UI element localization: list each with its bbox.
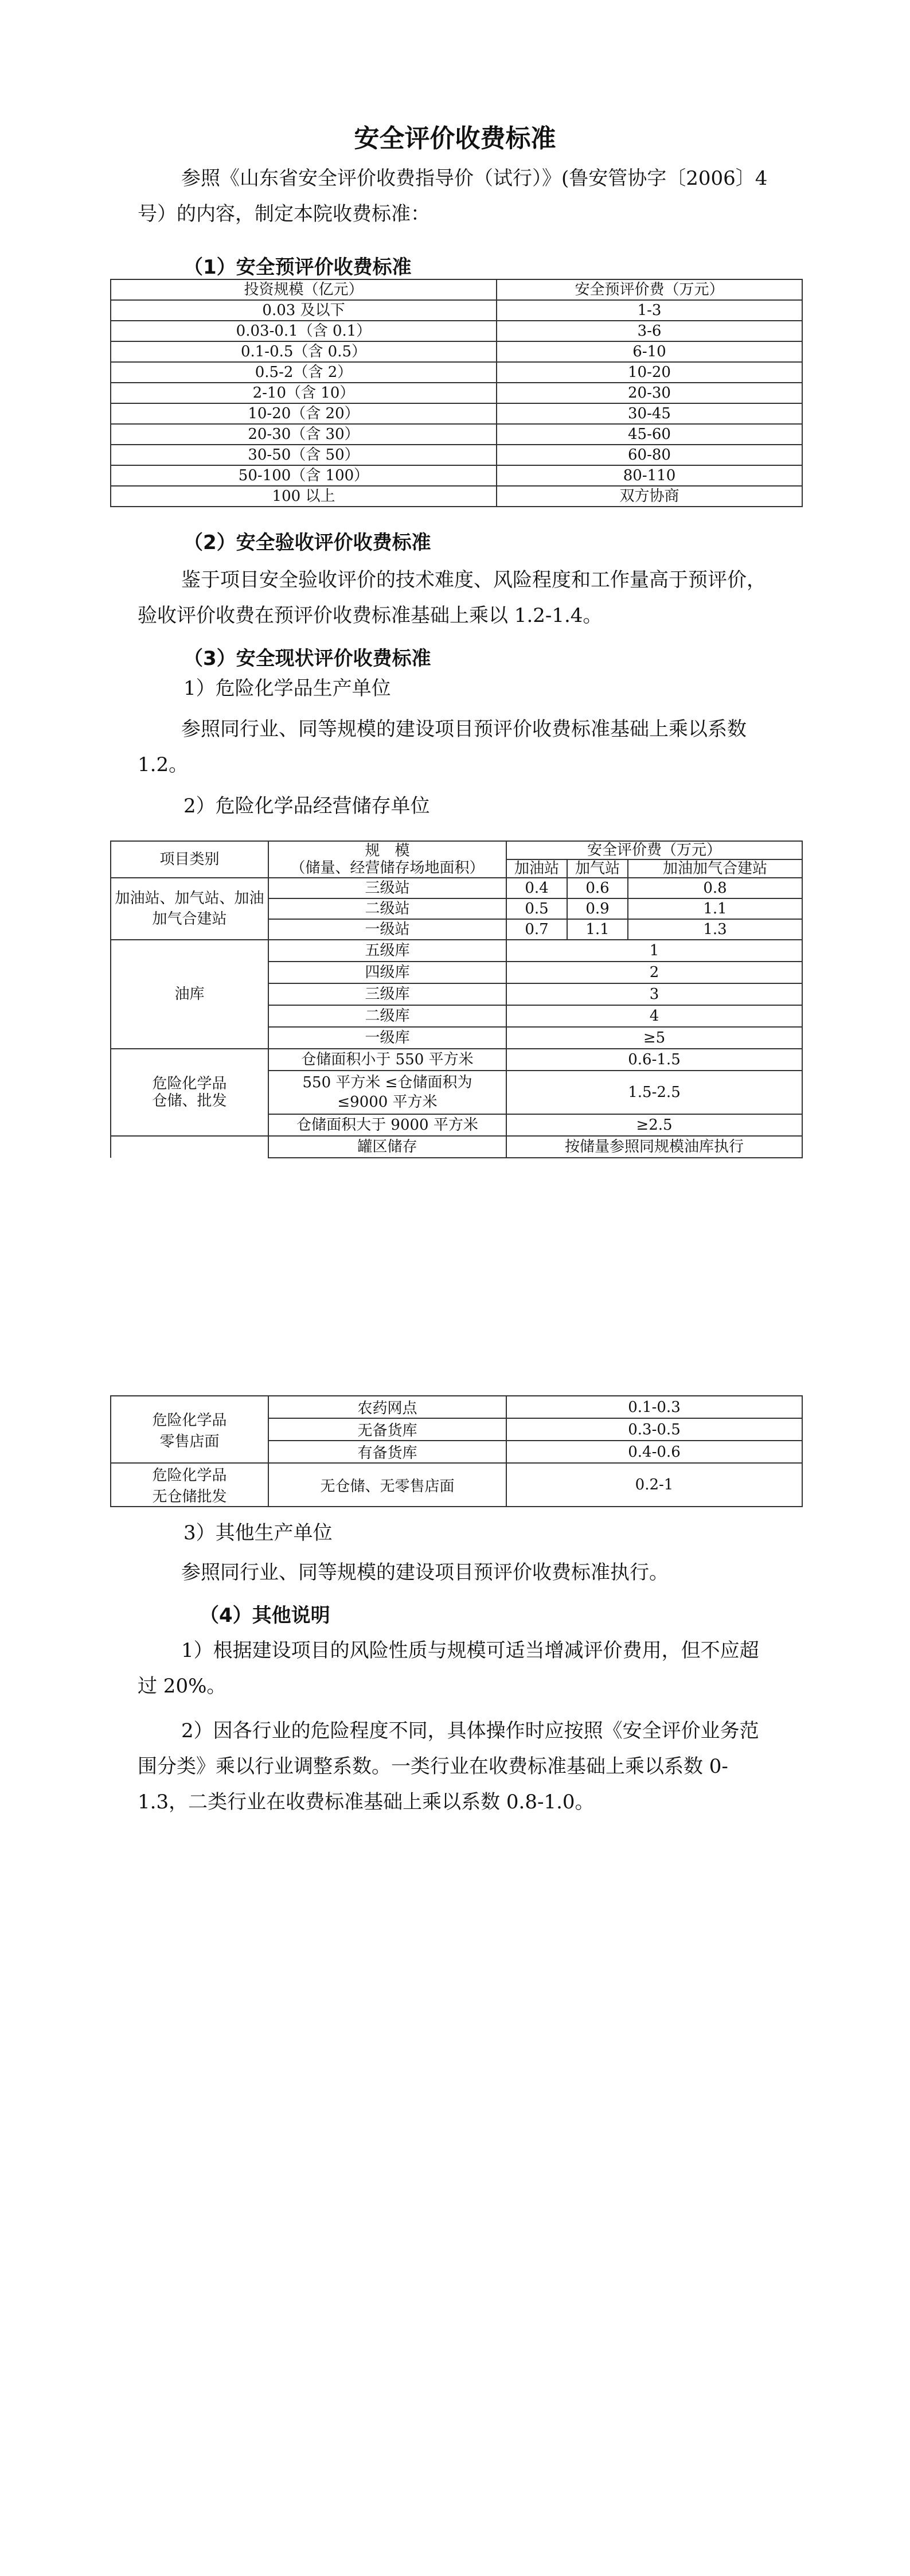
table-cell: 仓储面积大于 9000 平方米: [268, 1114, 506, 1136]
table-cell: 10-20（含 20）: [111, 403, 497, 424]
table-row: [111, 403, 802, 424]
header-cell: 加油加气合建站: [628, 859, 802, 878]
table-cell: 2: [506, 962, 802, 983]
table-cell: 无仓储、无零售店面: [268, 1463, 506, 1507]
category-line-1: 危险化学品: [152, 1411, 227, 1429]
category-line-2: 无仓储批发: [152, 1488, 227, 1505]
section-3-item-1: 1）危险化学品生产单位: [183, 677, 391, 700]
table-cell: 0.4: [506, 878, 567, 898]
table-cell: 三级库: [268, 983, 506, 1005]
table-cell: 1.5-2.5: [506, 1071, 802, 1114]
section-2-heading: （2）安全验收评价收费标准: [183, 531, 431, 554]
section-2-paragraph: 鉴于项目安全验收评价的技术难度、风险程度和工作量高于预评价，验收评价收费在预评价收费标准基础上乘以 1.2-1.4。: [138, 569, 766, 627]
category-line-2: 零售店面: [159, 1433, 220, 1450]
table-cell: 0.8: [628, 878, 802, 898]
table-cell: 罐区储存: [268, 1136, 506, 1158]
pre-evaluation-fee-table: [110, 279, 803, 507]
table-cell: 四级库: [268, 962, 506, 983]
table-row: [111, 1463, 802, 1507]
table-cell: 1.1: [628, 898, 802, 919]
category-cell: [111, 1049, 268, 1136]
header-scale-line-1: 规 模: [365, 842, 410, 859]
header-cell: 投资规模（亿元）: [111, 279, 497, 300]
table-row: [111, 445, 802, 465]
table-cell: 0.4-0.6: [506, 1441, 802, 1463]
table-row: [111, 465, 802, 486]
table-row: [111, 300, 802, 321]
header-cell: 项目类别: [111, 841, 268, 878]
category-line-1: 危险化学品: [152, 1075, 227, 1092]
category-line-1: 危险化学品: [152, 1467, 227, 1484]
table-cell: 二级站: [268, 898, 506, 919]
table-cell: 45-60: [497, 424, 802, 445]
table-cell: 0.7: [506, 919, 567, 940]
header-scale-line-2: （储量、经营储存场地面积）: [290, 859, 485, 877]
table-row: [111, 424, 802, 445]
table-cell: 30-50（含 50）: [111, 445, 497, 465]
table-row: [111, 362, 802, 383]
table-cell: 4: [506, 1005, 802, 1027]
table-cell: 100 以上: [111, 486, 497, 507]
table-cell: 1: [506, 940, 802, 962]
table-cell: 0.9: [567, 898, 628, 919]
table-cell: 1.1: [567, 919, 628, 940]
table-cell: 0.5-2（含 2）: [111, 362, 497, 383]
category-cell: 加油站、加气站、加油加气合建站: [111, 878, 268, 940]
table-cell: ≥5: [506, 1027, 802, 1049]
table-cell: 0.1-0.5（含 0.5）: [111, 341, 497, 362]
table-row: [111, 1136, 802, 1158]
section-3-heading: （3）安全现状评价收费标准: [183, 647, 431, 670]
table-cell: 仓储面积小于 550 平方米: [268, 1049, 506, 1071]
category-cell: 油库: [111, 940, 268, 1049]
table-cell: 0.1-0.3: [506, 1396, 802, 1418]
table-cell: ≥2.5: [506, 1114, 802, 1136]
intro-paragraph: 参照《山东省安全评价收费指导价（试行）》(鲁安管协字〔2006〕4 号）的内容，制定本院收费标准：: [138, 167, 768, 225]
category-line-2: 仓储、批发: [152, 1092, 227, 1110]
table-row: [111, 1049, 802, 1071]
table-cell: 80-110: [497, 465, 802, 486]
table-row: [111, 486, 802, 507]
section-3-item-3-text: 参照同行业、同等规模的建设项目预评价收费标准执行。: [181, 1561, 669, 1584]
table-cell: 无备货库: [268, 1418, 506, 1441]
table-cell: 五级库: [268, 940, 506, 962]
table-cell: 3: [506, 983, 802, 1005]
table-cell: 0.03-0.1（含 0.1）: [111, 321, 497, 341]
table-header-row: [111, 841, 802, 859]
table-cell: 有备货库: [268, 1441, 506, 1463]
table-row: [111, 321, 802, 341]
table-cell: 3-6: [497, 321, 802, 341]
page-title: 安全评价收费标准: [354, 124, 556, 153]
table-cell: 1.3: [628, 919, 802, 940]
table-cell: 双方协商: [497, 486, 802, 507]
table-cell: 三级站: [268, 878, 506, 898]
table-cell: 50-100（含 100）: [111, 465, 497, 486]
storage-unit-fee-table: [110, 840, 803, 1158]
table-row: [111, 383, 802, 403]
category-cell: [111, 1463, 268, 1507]
retail-fee-table: [110, 1395, 803, 1507]
table-cell: 60-80: [497, 445, 802, 465]
header-cell: 加气站: [567, 859, 628, 878]
section-3-item-1-text: 参照同行业、同等规模的建设项目预评价收费标准基础上乘以系数 1.2。: [138, 718, 747, 776]
blank-cell: [111, 1136, 268, 1158]
table-cell: 6-10: [497, 341, 802, 362]
table-header-row: [111, 279, 802, 300]
table-cell: 0.03 及以下: [111, 300, 497, 321]
table-row: [111, 1396, 802, 1418]
table-cell: 20-30（含 30）: [111, 424, 497, 445]
header-cell: 安全预评价费（万元）: [497, 279, 802, 300]
section-3-item-2: 2）危险化学品经营储存单位: [183, 795, 430, 818]
table-row: [111, 341, 802, 362]
table-row: [111, 878, 802, 898]
table-cell: 0.3-0.5: [506, 1418, 802, 1441]
table-cell: 0.5: [506, 898, 567, 919]
table-row: [111, 940, 802, 962]
table-cell: 1-3: [497, 300, 802, 321]
header-cell: [268, 841, 506, 878]
section-1-heading: （1）安全预评价收费标准: [183, 256, 412, 279]
table-cell: 农药网点: [268, 1396, 506, 1418]
table-cell: 一级站: [268, 919, 506, 940]
header-cell: 安全评价费（万元）: [506, 841, 802, 859]
section-4-paragraph-2: 2）因各行业的危险程度不同，具体操作时应按照《安全评价业务范围分类》乘以行业调整系数。一类行业在收费标准基础上乘以系数 0-1.3，二类行业在收费标准基础上乘以系数 0.8-1.0。: [138, 1719, 759, 1814]
table-cell: 550 平方米 ≤仓储面积为≤9000 平方米: [268, 1071, 506, 1114]
section-4-heading: （4）其他说明: [200, 1604, 330, 1627]
section-4-paragraph-1: 1）根据建设项目的风险性质与规模可适当增减评价费用，但不应超过 20%。: [138, 1639, 759, 1698]
category-cell: [111, 1396, 268, 1463]
table-cell: 2-10（含 10）: [111, 383, 497, 403]
table-cell: 20-30: [497, 383, 802, 403]
table-cell: 二级库: [268, 1005, 506, 1027]
table-cell: 0.2-1: [506, 1463, 802, 1507]
table-cell: 10-20: [497, 362, 802, 383]
header-cell: 加油站: [506, 859, 567, 878]
section-3-item-3: 3）其他生产单位: [183, 1522, 333, 1544]
table-cell: 0.6-1.5: [506, 1049, 802, 1071]
table-cell: 按储量参照同规模油库执行: [506, 1136, 802, 1158]
table-cell: 0.6: [567, 878, 628, 898]
table-cell: 30-45: [497, 403, 802, 424]
table-cell: 一级库: [268, 1027, 506, 1049]
